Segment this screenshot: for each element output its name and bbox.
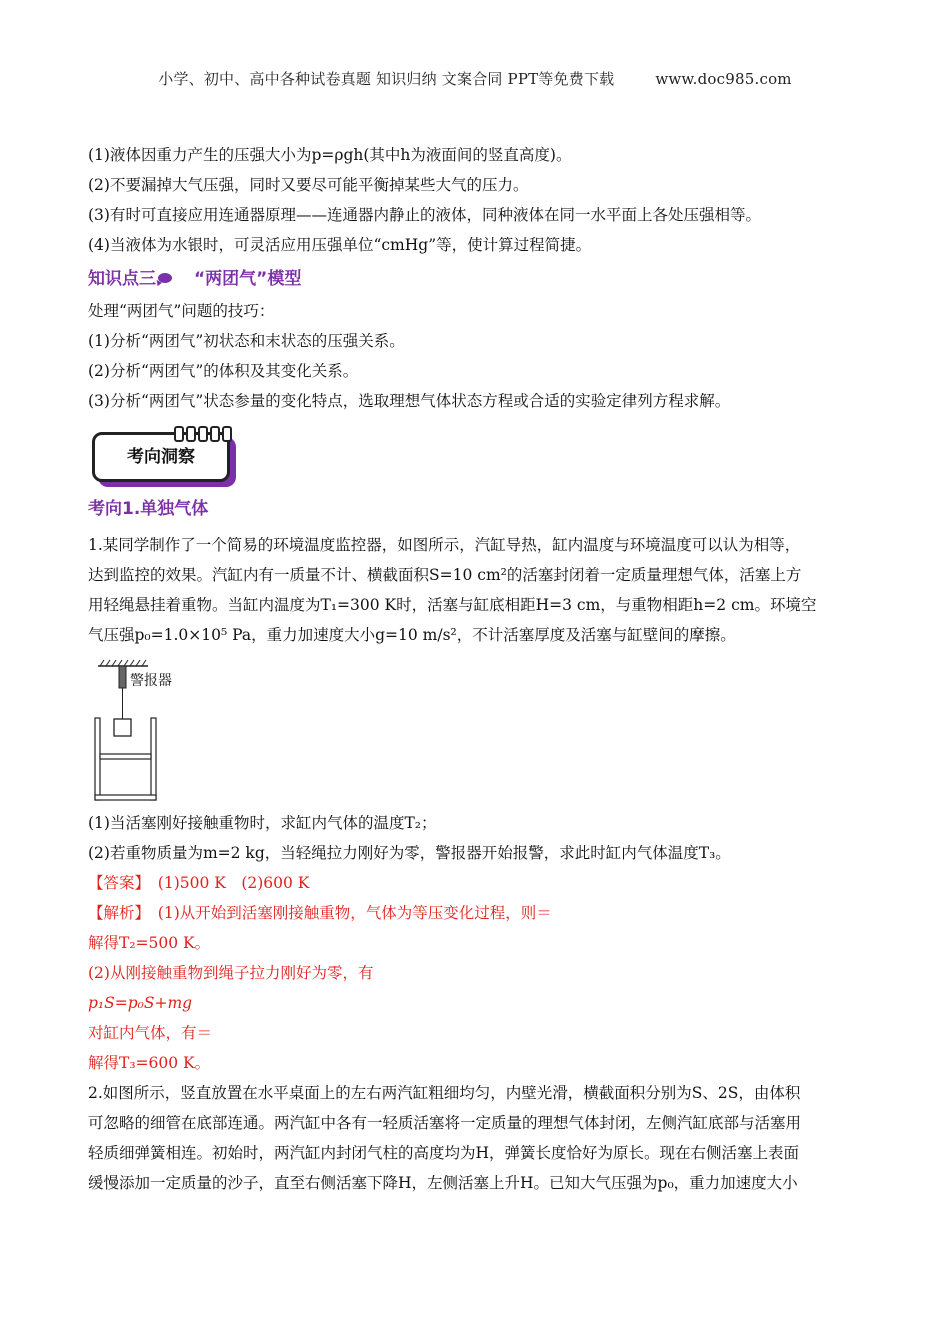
analysis-line — [88, 898, 866, 928]
main-content — [88, 140, 866, 1198]
analysis-line: 解得T₂=500 K。 — [88, 934, 211, 952]
question-2 — [88, 1078, 866, 1198]
header-text: 小学、初中、高中各种试卷真题 知识归纳 文案合同 PPT等免费下载 — [158, 70, 615, 88]
section-badge — [88, 426, 866, 484]
speech-bubble-icon — [158, 273, 172, 283]
analysis-text: (1)从开始到活塞刚接触重物，气体为等压变化过程，则＝ — [157, 904, 552, 922]
two-gas-item: (2)分析“两团气”的体积及其变化关系。 — [88, 362, 359, 380]
answer-tag: 【答案】 — [88, 874, 143, 892]
tip-item: (4)当液体为水银时，可灵活应用压强单位“cmHg”等，使计算过程简捷。 — [88, 236, 592, 254]
question-stem: 轻质细弹簧相连。初始时，两汽缸内封闭气柱的高度均为H，弹簧长度恰好为原长。现在右侧活塞上表面 — [88, 1144, 800, 1162]
question-stem: 1.某同学制作了一个简易的环境温度监控器，如图所示，汽缸导热，缸内温度与环境温度可以认为相等， — [88, 536, 801, 554]
tip-item: (2)不要漏掉大气压强，同时又要尽可能平衡掉某些大气的压力。 — [88, 176, 529, 194]
knowledge-point-heading — [88, 262, 866, 296]
two-gas-intro: 处理“两团气”问题的技巧： — [88, 302, 275, 320]
question-stem: 气压强p₀=1.0×10⁵ Pa，重力加速度大小g=10 m/s²，不计活塞厚度及活塞与缸壁间的摩擦。 — [88, 626, 736, 644]
two-gas-item: (1)分析“两团气”初状态和末状态的压强关系。 — [88, 332, 405, 350]
knowledge-point-label: 知识点三 — [88, 269, 156, 289]
alarm-cylinder-diagram — [88, 656, 208, 806]
direction-heading: 考向1.单独气体 — [88, 499, 209, 519]
analysis-equation: p₁S=p₀S+mg — [88, 994, 193, 1012]
tip-item: (1)液体因重力产生的压强大小为p=ρgh(其中h为液面间的竖直高度)。 — [88, 146, 572, 164]
header-site-link[interactable]: www.doc985.com — [655, 70, 792, 88]
analysis-line: 对缸内气体，有＝ — [88, 1024, 213, 1042]
analysis-line: (2)从刚接触重物到绳子拉力刚好为零，有 — [88, 964, 374, 982]
alarm-label: 警报器 — [130, 673, 172, 689]
tips-list — [88, 140, 866, 260]
two-gas-section — [88, 296, 866, 416]
question-1 — [88, 530, 866, 1078]
question-stem: 达到监控的效果。汽缸内有一质量不计、横截面积S=10 cm²的活塞封闭着一定质量理想气体，活塞上方 — [88, 566, 802, 584]
answer-line — [88, 868, 866, 898]
analysis-tag: 【解析】 — [88, 904, 143, 922]
page-header — [0, 68, 950, 89]
question-stem: 可忽略的细管在底部连通。两汽缸中各有一轻质活塞将一定质量的理想气体封闭，左侧汽缸底部与活塞用 — [88, 1114, 802, 1132]
question-stem: 用轻绳悬挂着重物。当缸内温度为T₁=300 K时，活塞与缸底相距H=3 cm，与重物相距h=2 cm。环境空 — [88, 596, 817, 614]
knowledge-point-title: “两团气”模型 — [194, 269, 302, 289]
tip-item: (3)有时可直接应用连通器原理——连通器内静止的液体，同种液体在同一水平面上各处压强相等。 — [88, 206, 761, 224]
sub-question: (2)若重物质量为m=2 kg，当轻绳拉力刚好为零，警报器开始报警，求此时缸内气体温度T₃。 — [88, 844, 731, 862]
question-stem: 2.如图所示，竖直放置在水平桌面上的左右两汽缸粗细均匀，内壁光滑，横截面积分别为S、2S，由体积 — [88, 1084, 801, 1102]
analysis-line: 解得T₃=600 K。 — [88, 1054, 211, 1072]
question-stem: 缓慢添加一定质量的沙子，直至右侧活塞下降H，左侧活塞上升H。已知大气压强为p₀，重力加速度大小 — [88, 1174, 798, 1192]
sub-question: (1)当活塞刚好接触重物时，求缸内气体的温度T₂； — [88, 814, 437, 832]
badge-label: 考向洞察 — [127, 447, 195, 467]
two-gas-item: (3)分析“两团气”状态参量的变化特点，选取理想气体状态方程或合适的实验定律列方程求解。 — [88, 392, 731, 410]
binder-rings-icon — [174, 426, 234, 446]
answer-text: (1)500 K (2)600 K — [157, 874, 310, 892]
